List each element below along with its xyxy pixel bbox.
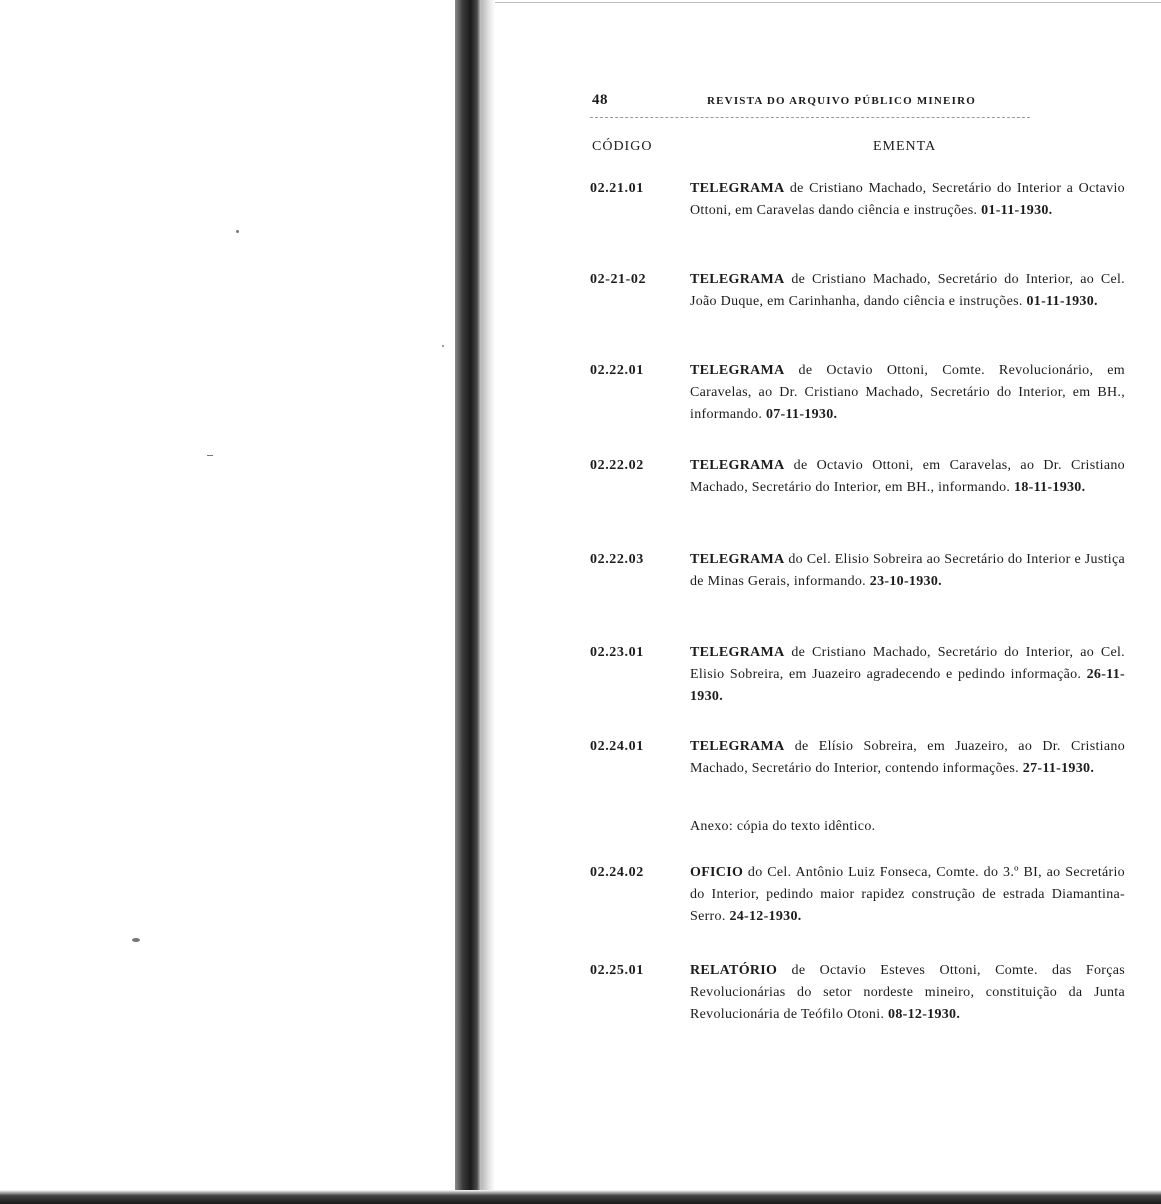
entry-type: TELEGRAMA (690, 458, 785, 473)
entry-date: 24-12-1930. (729, 909, 802, 924)
entry-date: 07-11-1930. (765, 407, 838, 422)
entry-text: de Cristiano Machado, Secretário do Interior, ao Cel. Elisio Sobreira, em Juazeiro agradecendo e pedindo informação. (690, 645, 1125, 682)
bottom-scan-edge (0, 1190, 1161, 1204)
entry-date: 18-11-1930. (1014, 480, 1086, 495)
entry-type: RELATÓRIO (690, 963, 778, 978)
scan-speck (132, 938, 140, 942)
page-edge-line (495, 2, 1161, 3)
entry-annex: Anexo: cópia do texto idêntico. (690, 819, 876, 834)
entry-date: 01-11-1930. (1026, 294, 1098, 309)
entry-description (690, 360, 1125, 426)
entry-type: TELEGRAMA (690, 739, 785, 754)
scan-speck (442, 345, 444, 347)
header-rule (590, 117, 1030, 118)
entry-text: do Cel. Elisio Sobreira ao Secretário do Interior e Justiça de Minas Gerais, informando. (690, 552, 1125, 589)
entry-description (690, 455, 1125, 499)
entry-text: de Cristiano Machado, Secretário do Interior a Octavio Ottoni, em Caravelas dando ciência e instruções. (690, 181, 1125, 218)
entry-date: 01-11-1930. (981, 203, 1053, 218)
spine-shadow (481, 0, 495, 1204)
entry-description (690, 960, 1125, 1026)
entry-text: de Cristiano Machado, Secretário do Interior, ao Cel. João Duque, em Carinhanha, dando ciência e instruções. (690, 272, 1125, 309)
entry-description (690, 736, 1125, 780)
entry-code: 02-21-02 (590, 272, 647, 287)
entry-code: 02.25.01 (590, 963, 644, 978)
entry-description (690, 549, 1125, 593)
entry-type: TELEGRAMA (690, 363, 785, 378)
running-head: REVISTA DO ARQUIVO PÚBLICO MINEIRO (707, 95, 976, 107)
book-spine (455, 0, 481, 1204)
entry-type: TELEGRAMA (690, 645, 785, 660)
entry-code: 02.22.03 (590, 552, 644, 567)
left-blank-page (0, 0, 455, 1190)
entry-type: TELEGRAMA (690, 552, 785, 567)
entry-date: 26-11-1930. (690, 667, 1125, 704)
scan-speck (207, 455, 213, 456)
entry-code: 02.23.01 (590, 645, 644, 660)
entry-description (690, 642, 1125, 708)
entry-type: OFICIO (690, 865, 744, 880)
page-number: 48 (592, 92, 608, 108)
entry-description (690, 269, 1125, 313)
column-heading-ementa: EMENTA (873, 139, 937, 154)
entry-description (690, 178, 1125, 222)
entry-date: 23-10-1930. (869, 574, 942, 589)
entry-code: 02.24.02 (590, 865, 644, 880)
entry-text: de Octavio Esteves Ottoni, Comte. das Forças Revolucionárias do setor nordeste mineiro, constituição da Junta Revolucionária de Teófilo Otoni. (690, 963, 1125, 1022)
entry-date: 27-11-1930. (1022, 761, 1095, 776)
entry-type: TELEGRAMA (690, 272, 785, 287)
entry-code: 02.21.01 (590, 181, 644, 196)
entry-text: de Octavio Ottoni, em Caravelas, ao Dr. Cristiano Machado, Secretário do Interior, em BH., informando. (690, 458, 1125, 495)
entry-text: de Elísio Sobreira, em Juazeiro, ao Dr. Cristiano Machado, Secretário do Interior, contendo informações. (690, 739, 1125, 776)
entry-date: 08-12-1930. (888, 1007, 961, 1022)
entry-text: do Cel. Antônio Luiz Fonseca, Comte. do 3.º BI, ao Secretário do Interior, pedindo maior rapidez construção de estrada Diamantina-Serro. (690, 865, 1125, 924)
entry-code: 02.22.02 (590, 458, 644, 473)
scan-speck (236, 230, 239, 233)
entry-code: 02.24.01 (590, 739, 644, 754)
entry-type: TELEGRAMA (690, 181, 785, 196)
entry-description (690, 862, 1125, 928)
entry-code: 02.22.01 (590, 363, 644, 378)
entry-text: de Octavio Ottoni, Comte. Revolucionário, em Caravelas, ao Dr. Cristiano Machado, Secretário do Interior, em BH., informando. (690, 363, 1125, 422)
column-heading-code: CÓDIGO (592, 139, 653, 154)
